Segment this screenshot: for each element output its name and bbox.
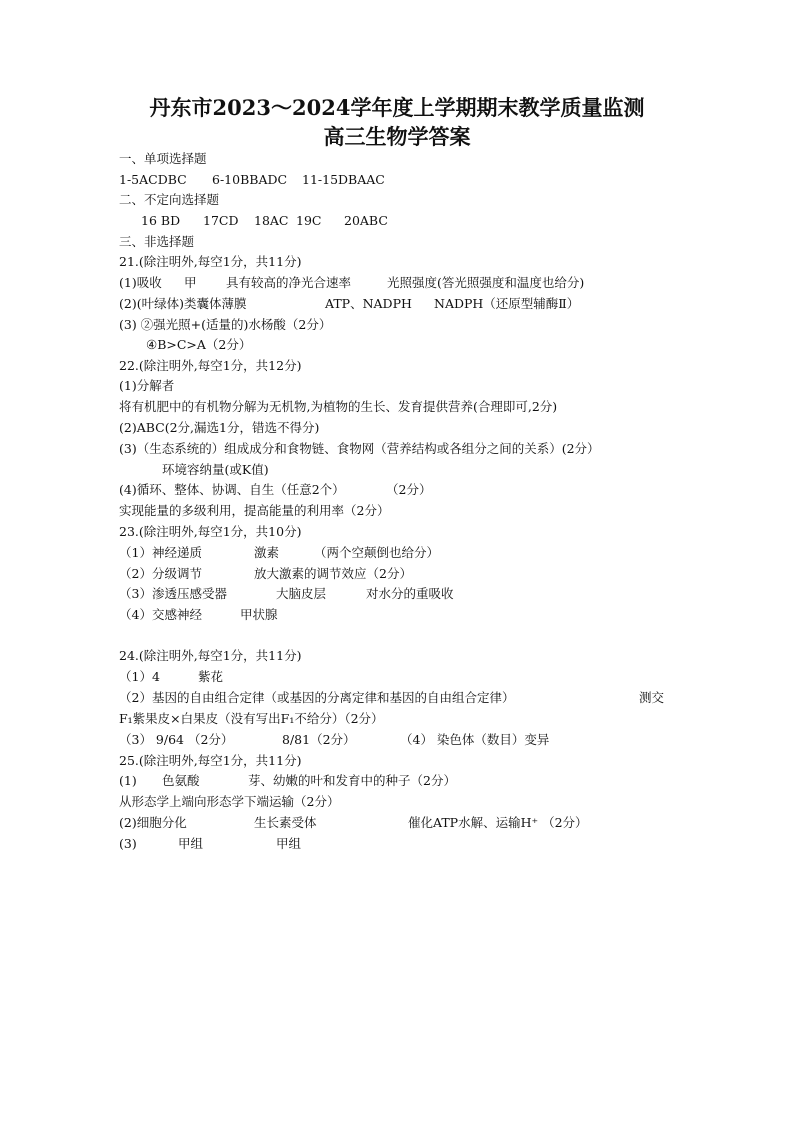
q21-line2-b: ATP、NADPH xyxy=(325,296,412,311)
q25-line3-c: 催化ATP水解、运输H⁺ （2分） xyxy=(408,815,588,830)
q25-line4-c: 甲组 xyxy=(276,836,302,851)
q22-line4: (3)（生态系统的）组成成分和食物链、食物网（营养结构或各组分之间的关系）(2分） xyxy=(119,441,600,456)
q22-line6-a: (4)循环、整体、协调、自生（任意2个） xyxy=(119,482,345,497)
q21-line2-a: (2)(叶绿体)类囊体薄膜 xyxy=(119,296,247,311)
q21-line4: ④B>C>A（2分） xyxy=(146,337,252,352)
q23-line3-c: 对水分的重吸收 xyxy=(366,586,454,601)
q25-line1-a: (1) xyxy=(119,773,137,788)
q23-line1-b: 激素 xyxy=(254,545,280,560)
q21-line3: (3) ②强光照+(适量的)水杨酸（2分） xyxy=(119,317,332,332)
q25-line3-a: (2)细胞分化 xyxy=(119,815,187,830)
section-2-heading: 二、不定向选择题 xyxy=(119,192,220,207)
document-title: 丹东市2023～2024学年度上学期期末教学质量监测 xyxy=(149,95,645,120)
q25-line4-b: 甲组 xyxy=(178,836,204,851)
q25-line1-b: 色氨酸 xyxy=(162,773,200,788)
q22-line5: 环境容纳量(或K值) xyxy=(162,462,269,477)
q23-line1-a: （1）神经递质 xyxy=(119,545,202,560)
q23-line2-b: 放大激素的调节效应（2分） xyxy=(254,566,412,581)
q21-line1-b: 甲 xyxy=(184,275,197,290)
q23-line3-b: 大脑皮层 xyxy=(276,586,327,601)
q21-line1-d: 光照强度(答光照强度和温度也给分) xyxy=(387,275,585,290)
q21-line1-c: 具有较高的净光合速率 xyxy=(226,275,352,290)
q24-line4-c: （4） 染色体（数目）变异 xyxy=(400,732,550,747)
q22-line2: 将有机肥中的有机物分解为无机物,为植物的生长、发育提供营养(合理即可,2分) xyxy=(119,399,558,414)
q24-line4-b: 8/81（2分） xyxy=(282,732,356,747)
sec2-answer-17: 17CD xyxy=(203,213,239,228)
q25-heading: 25.(除注明外,每空1分，共11分) xyxy=(119,753,302,768)
q24-line2-a: （2）基因的自由组合定律（或基因的分离定律和基因的自由组合定律） xyxy=(119,690,515,705)
q21-heading: 21.(除注明外,每空1分，共11分) xyxy=(119,254,302,269)
sec1-answer-1-5: 1-5ACDBC xyxy=(119,172,187,187)
q24-line2-b: 测交 xyxy=(639,690,665,705)
q23-line4-b: 甲状腺 xyxy=(240,607,278,622)
q25-line2: 从形态学上端向形态学下端运输（2分） xyxy=(119,794,340,809)
q22-line1: (1)分解者 xyxy=(119,378,175,393)
q23-heading: 23.(除注明外,每空1分，共10分) xyxy=(119,524,302,539)
q25-line3-b: 生长素受体 xyxy=(254,815,317,830)
q22-line6-b: （2分） xyxy=(386,482,432,497)
sec2-answer-20: 20ABC xyxy=(344,213,388,228)
q24-heading: 24.(除注明外,每空1分，共11分) xyxy=(119,648,302,663)
q23-line2-a: （2）分级调节 xyxy=(119,566,202,581)
q23-line4-a: （4）交感神经 xyxy=(119,607,202,622)
q25-line1-c: 芽、幼嫩的叶和发育中的种子（2分） xyxy=(248,773,456,788)
section-1-heading: 一、单项选择题 xyxy=(119,151,207,166)
q24-line3: F₁紫果皮×白果皮（没有写出F₁不给分）（2分） xyxy=(119,711,384,726)
q22-line3: (2)ABC(2分,漏选1分，错选不得分) xyxy=(119,420,320,435)
q24-line4-a: （3） 9/64 （2分） xyxy=(119,732,234,747)
sec2-answer-19: 19C xyxy=(296,213,322,228)
document-subtitle: 高三生物学答案 xyxy=(323,124,471,149)
q23-line1-c: （两个空颠倒也给分） xyxy=(314,545,440,560)
q23-line3-a: （3）渗透压感受器 xyxy=(119,586,227,601)
sec1-answer-6-10: 6-10BBADC xyxy=(212,172,288,187)
sec2-answer-16: 16 BD xyxy=(141,213,181,228)
section-3-heading: 三、非选择题 xyxy=(119,234,195,249)
q21-line2-c: NADPH（还原型辅酶Ⅱ） xyxy=(434,296,580,311)
q21-line1-a: (1)吸收 xyxy=(119,275,162,290)
q22-heading: 22.(除注明外,每空1分，共12分) xyxy=(119,358,302,373)
sec1-answer-11-15: 11-15DBAAC xyxy=(302,172,385,187)
sec2-answer-18: 18AC xyxy=(254,213,289,228)
q25-line4-a: (3) xyxy=(119,836,137,851)
q24-line1-a: （1）4 xyxy=(119,669,160,684)
q24-line1-b: 紫花 xyxy=(198,669,224,684)
q22-line7: 实现能量的多级利用，提高能量的利用率（2分） xyxy=(119,503,390,518)
